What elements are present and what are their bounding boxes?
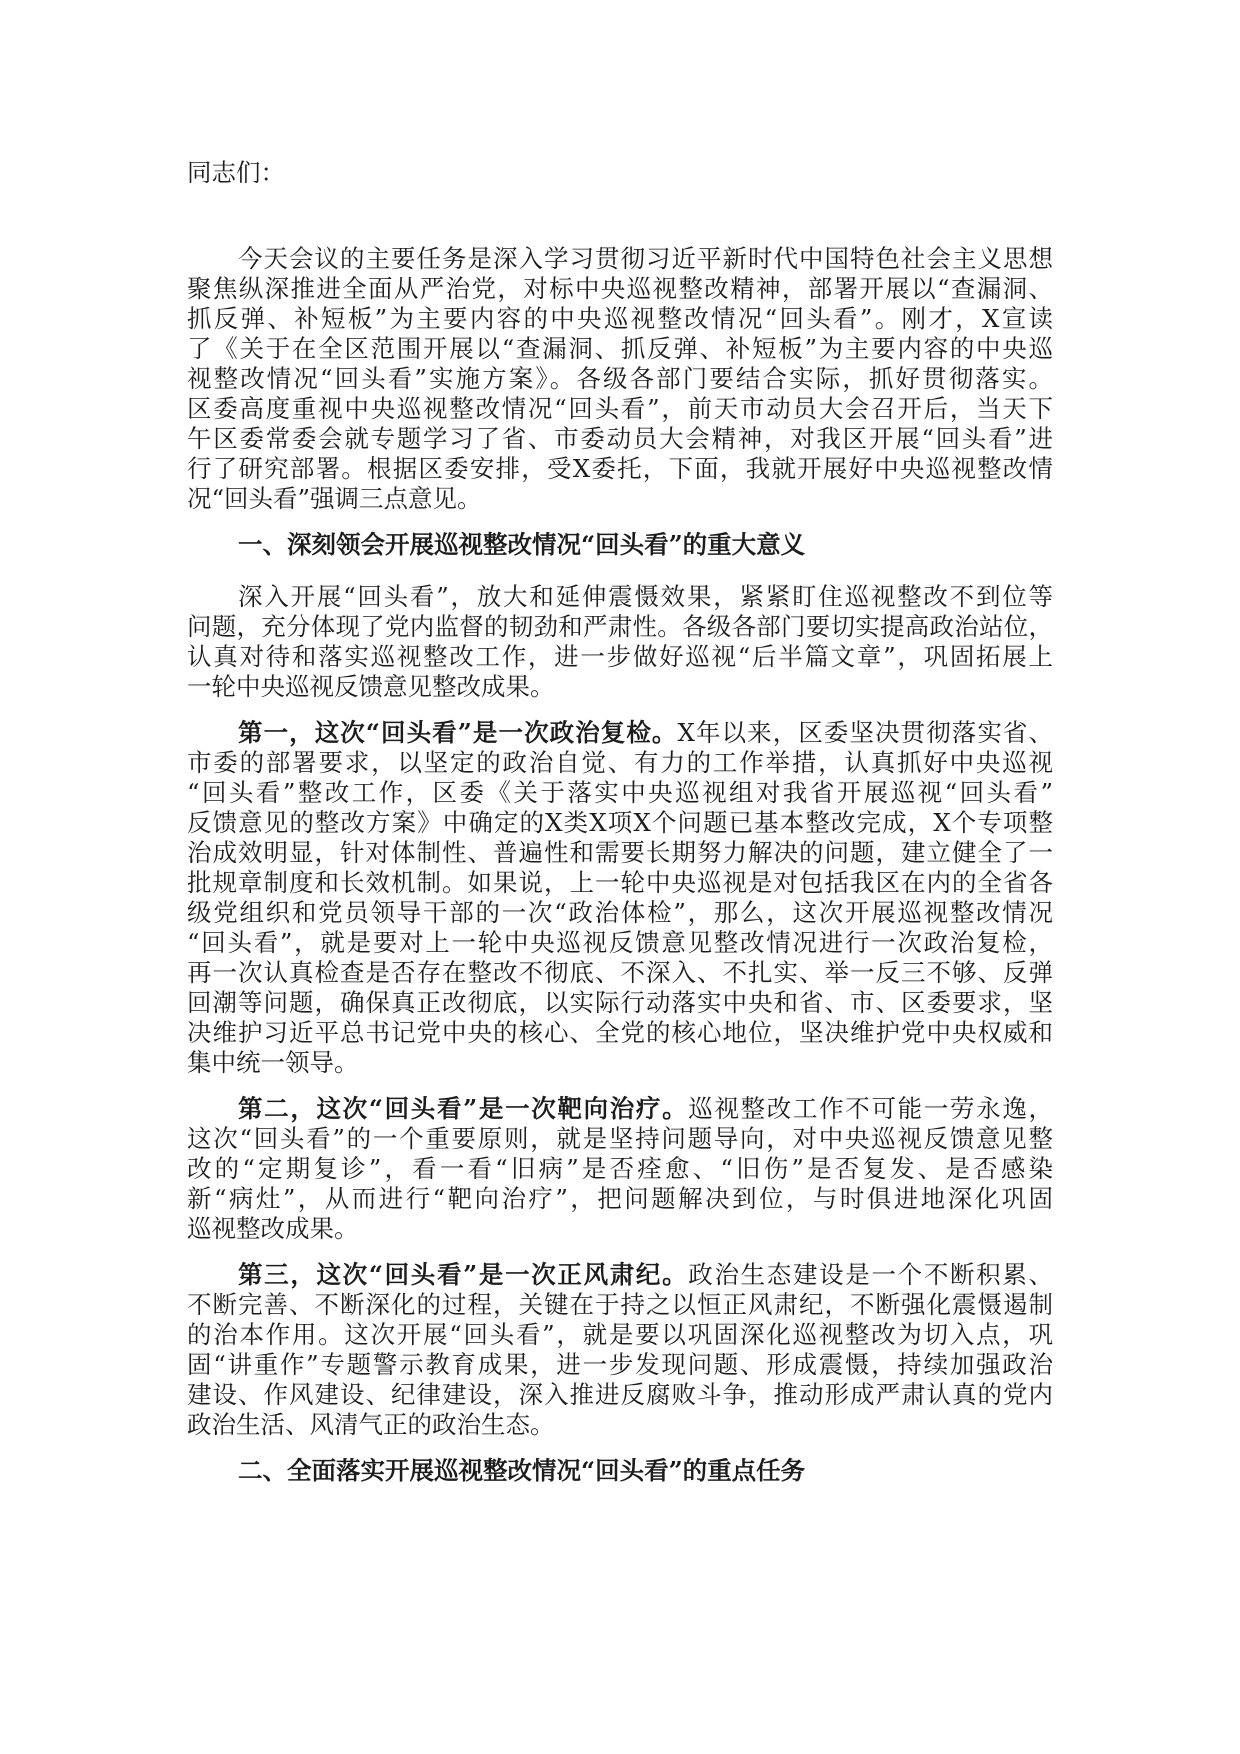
paragraph-line: 新“病灶”，从而进行“靶向治疗”，把问题解决到位，与时俱进地深化巩固 — [187, 1184, 1053, 1213]
intro-line: 今天会议的主要任务是深入学习贯彻习近平新时代中国特色社会主义思想 — [238, 244, 1053, 273]
salutation: 同志们： — [187, 158, 285, 187]
paragraph-line: 改的“定期复诊”，看一看“旧病”是否痊愈、“旧伤”是否复发、是否感染 — [187, 1154, 1053, 1183]
paragraph-line: 再一次认真检查是否存在整改不彻底、不深入、不扎实、举一反三不够、反弹 — [187, 958, 1053, 987]
paragraph-line: 不断完善、不断深化的过程，关键在于持之以恒正风肃纪，不断强化震慑遏制 — [187, 1290, 1053, 1319]
paragraph-line: 深入开展“回头看”，放大和延伸震慑效果，紧紧盯住巡视整改不到位等 — [238, 582, 1053, 611]
intro-line: 午区委常委会就专题学习了省、市委动员大会精神，对我区开展“回头看”进 — [187, 424, 1053, 453]
intro-line: 区委高度重视中央巡视整改情况“回头看”，前天市动员大会召开后，当天下 — [187, 394, 1053, 423]
intro-line: 了《关于在全区范围开展以“查漏洞、抓反弹、补短板”为主要内容的中央巡 — [187, 334, 1053, 363]
second-point-paragraph — [187, 1094, 1053, 1244]
paragraph-line: “回头看”，就是要对上一轮中央巡视反馈意见整改情况进行一次政治复检， — [187, 928, 1053, 957]
intro-line: 行了研究部署。根据区委安排，受X委托，下面，我就开展好中央巡视整改情 — [187, 454, 1053, 483]
third-point-lead: 第三，这次“回头看”是一次正风肃纪。 — [238, 1260, 689, 1289]
paragraph-line: 决维护习近平总书记党中央的核心、全党的核心地位，坚决维护党中央权威和 — [187, 1018, 1053, 1047]
paragraph-line: 回潮等问题，确保真正改彻底，以实际行动落实中央和省、市、区委要求，坚 — [187, 988, 1053, 1017]
paragraph-line: 建设、作风建设、纪律建设，深入推进反腐败斗争，推动形成严肃认真的党内 — [187, 1380, 1053, 1409]
paragraph-line: 集中统一领导。 — [187, 1048, 359, 1077]
paragraph-line: 治成效明显，针对体制性、普遍性和需要长期努力解决的问题，建立健全了一 — [187, 838, 1053, 867]
paragraph-line: 认真对待和落实巡视整改工作，进一步做好巡视“后半篇文章”，巩固拓展上 — [187, 642, 1053, 671]
intro-line: 抓反弹、补短板”为主要内容的中央巡视整改情况“回头看”。刚才，X宣读 — [187, 304, 1053, 333]
paragraph-line — [187, 1094, 1053, 1124]
intro-line: 视整改情况“回头看”实施方案》。各级各部门要结合实际，抓好贯彻落实。 — [187, 364, 1053, 393]
first-point-lead: 第一，这次“回头看”是一次政治复检。 — [238, 718, 678, 747]
paragraph-line: 巡视整改成果。 — [187, 1214, 359, 1243]
paragraph-line: 市委的部署要求，以坚定的政治自觉、有力的工作举措，认真抓好中央巡视 — [187, 748, 1053, 777]
paragraph-line: 这次“回头看”的一个重要原则，就是坚持问题导向，对中央巡视反馈意见整 — [187, 1124, 1053, 1153]
paragraph-line: 一轮中央巡视反馈意见整改成果。 — [187, 672, 555, 701]
paragraph-line: 反馈意见的整改方案》中确定的X类X项X个问题已基本整改完成，X个专项整 — [187, 808, 1053, 837]
intro-paragraph — [187, 244, 1053, 514]
paragraph-line — [187, 718, 1053, 748]
intro-line: 况“回头看”强调三点意见。 — [187, 484, 482, 513]
section-heading-1: 一、深刻领会开展巡视整改情况“回头看”的重大意义 — [238, 530, 806, 559]
section-heading-2: 二、全面落实开展巡视整改情况“回头看”的重点任务 — [238, 1456, 806, 1485]
intro-line: 聚焦纵深推进全面从严治党，对标中央巡视整改精神，部署开展以“查漏洞、 — [187, 274, 1053, 303]
paragraph-line: 问题，充分体现了党内监督的韧劲和严肃性。各级各部门要切实提高政治站位， — [187, 612, 1053, 641]
second-point-lead: 第二，这次“回头看”是一次靶向治疗。 — [238, 1094, 689, 1123]
second-point-text: 巡视整改工作不可能一劳永逸， — [688, 1094, 1053, 1123]
document-body — [187, 158, 1053, 1508]
paragraph-line: “回头看”整改工作，区委《关于落实中央巡视组对我省开展巡视“回头看” — [187, 778, 1053, 807]
third-point-text: 政治生态建设是一个不断积累、 — [688, 1260, 1053, 1289]
paragraph-line: 级党组织和党员领导干部的一次“政治体检”，那么，这次开展巡视整改情况 — [187, 898, 1053, 927]
paragraph-line: 政治生活、风清气正的政治生态。 — [187, 1410, 555, 1439]
first-point-text: X年以来，区委坚决贯彻落实省、 — [677, 718, 1053, 747]
paragraph-line: 固“讲重作”专题警示教育成果，进一步发现问题、形成震慑，持续加强政治 — [187, 1350, 1053, 1379]
paragraph-line: 的治本作用。这次开展“回头看”，就是要以巩固深化巡视整改为切入点，巩 — [187, 1320, 1053, 1349]
first-point-paragraph — [187, 718, 1053, 1078]
significance-paragraph — [187, 582, 1053, 702]
paragraph-line: 批规章制度和长效机制。如果说，上一轮中央巡视是对包括我区在内的全省各 — [187, 868, 1053, 897]
paragraph-line — [187, 1260, 1053, 1290]
third-point-paragraph — [187, 1260, 1053, 1440]
